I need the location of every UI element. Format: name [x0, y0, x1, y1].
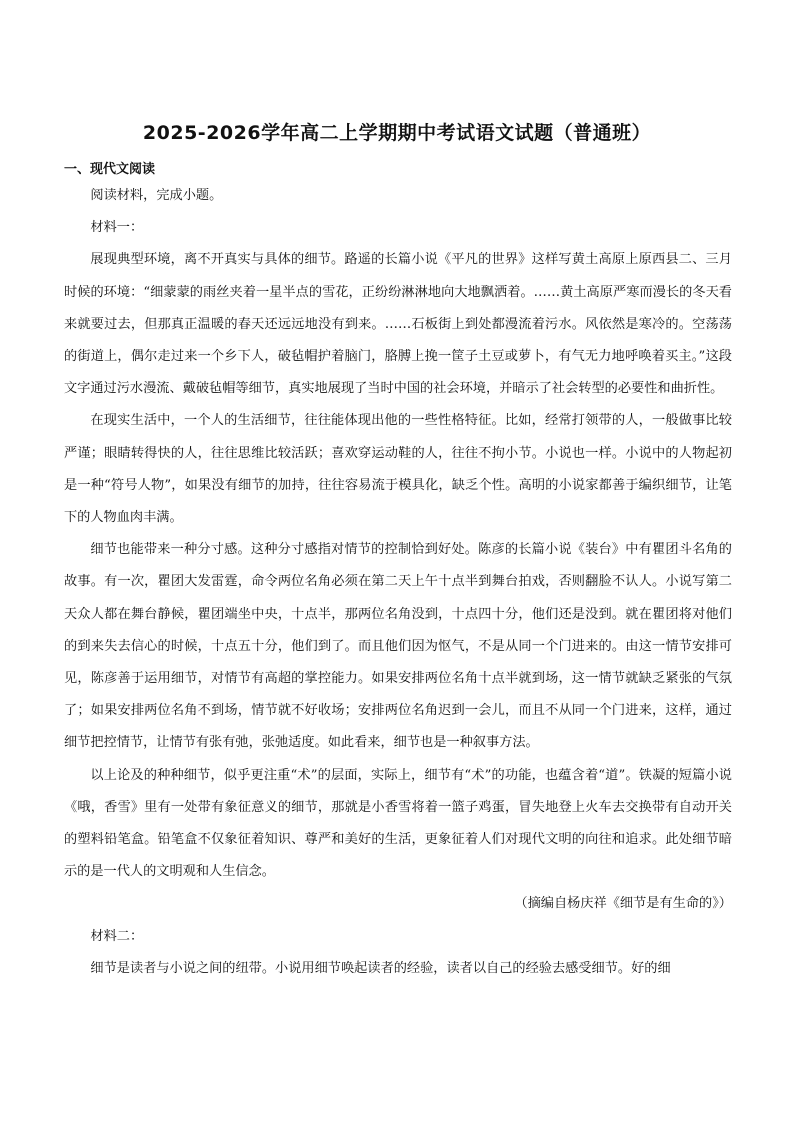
paragraph: 细节也能带来一种分寸感。这种分寸感指对情节的控制恰到好处。陈彦的长篇小说《装台》中有瞿团斗名角的故事。有一次，瞿团大发雷霆，命令两位名角必须在第二天上午十点半到舞台拍戏，否则翻脸不认人。小说写第二天众人都在舞台静候，瞿团端坐中央，十点半，那两位名角没到，十点四十分，他们还是没到。就在瞿团将对他们的到来失去信心的时候，十点五十分，他们到了。而且他们因为怄气，不是从同一个门进来的。由这一情节安排可见，陈彦善于运用细节，对情节有高超的掌控能力。如果安排两位名角十点半就到场，这一情节就缺乏紧张的气氛了；如果安排两位名角不到场，情节就不好收场；安排两位名角迟到一会儿，而且不从同一个门进来，这样，通过细节把控情节，让情节有张有弛，张弛适度。如此看来，细节也是一种叙事方法。 [64, 542, 732, 751]
paragraph: 在现实生活中，一个人的生活细节，往往能体现出他的一些性格特征。比如，经常打领带的人，一般做事比较严谨；眼睛转得快的人，往往思维比较活跃；喜欢穿运动鞋的人，往往不拘小节。小说也一样。小说中的人物起初是一种“符号人物”，如果没有细节的加持，往往容易流于模具化，缺乏个性。高明的小说家都善于编织细节，让笔下的人物血肉丰满。 [64, 413, 732, 526]
reading-passage [64, 180, 732, 985]
material-1-label: 材料一： [90, 220, 144, 236]
paragraph: 细节是读者与小说之间的纽带。小说用细节唤起读者的经验，读者以自己的经验去感受细节。好的细 [90, 960, 671, 976]
paragraph: 以上论及的种种细节，似乎更注重“术”的层面，实际上，细节有“术”的功能，也蕴含着“道”。铁凝的短篇小说《哦，香雪》里有一处带有象征意义的细节，那就是小香雪将着一篮子鸡蛋，冒失地登上火车去交换带有自动开关的塑料铅笔盒。铅笔盒不仅象征着知识、尊严和美好的生活，更象征着人们对现代文明的向往和追求。此处细节暗示的是一代人的文明观和人生信念。 [64, 767, 732, 880]
material-2-label: 材料二： [90, 928, 144, 944]
page-title: 2025-2026学年高二上学期期中考试语文试题（普通班） [142, 122, 652, 144]
instruction-text: 阅读材料，完成小题。 [90, 188, 223, 203]
paragraph: 展现典型环境，离不开真实与具体的细节。路遥的长篇小说《平凡的世界》这样写黄土高原上原西县二、三月时候的环境：“细蒙蒙的雨丝夹着一星半点的雪花，正纷纷淋淋地向大地飘洒着。……黄土高原严寒而漫长的冬天看来就要过去，但那真正温暖的春天还远远地没有到来。……石板街上到处都漫流着污水。风依然是寒冷的。空荡荡的街道上，偶尔走过来一个乡下人，破毡帽护着脑门，胳膊上挽一筐子土豆或萝卜，有气无力地呼唤着买主。”这段文字通过污水漫流、戴破毡帽等细节，真实地展现了当时中国的社会环境，并暗示了社会转型的必要性和曲折性。 [64, 252, 732, 397]
section-heading: 一、现代文阅读 [64, 162, 156, 177]
source-citation: （摘编自杨庆祥《细节是有生命的》） [514, 896, 732, 912]
